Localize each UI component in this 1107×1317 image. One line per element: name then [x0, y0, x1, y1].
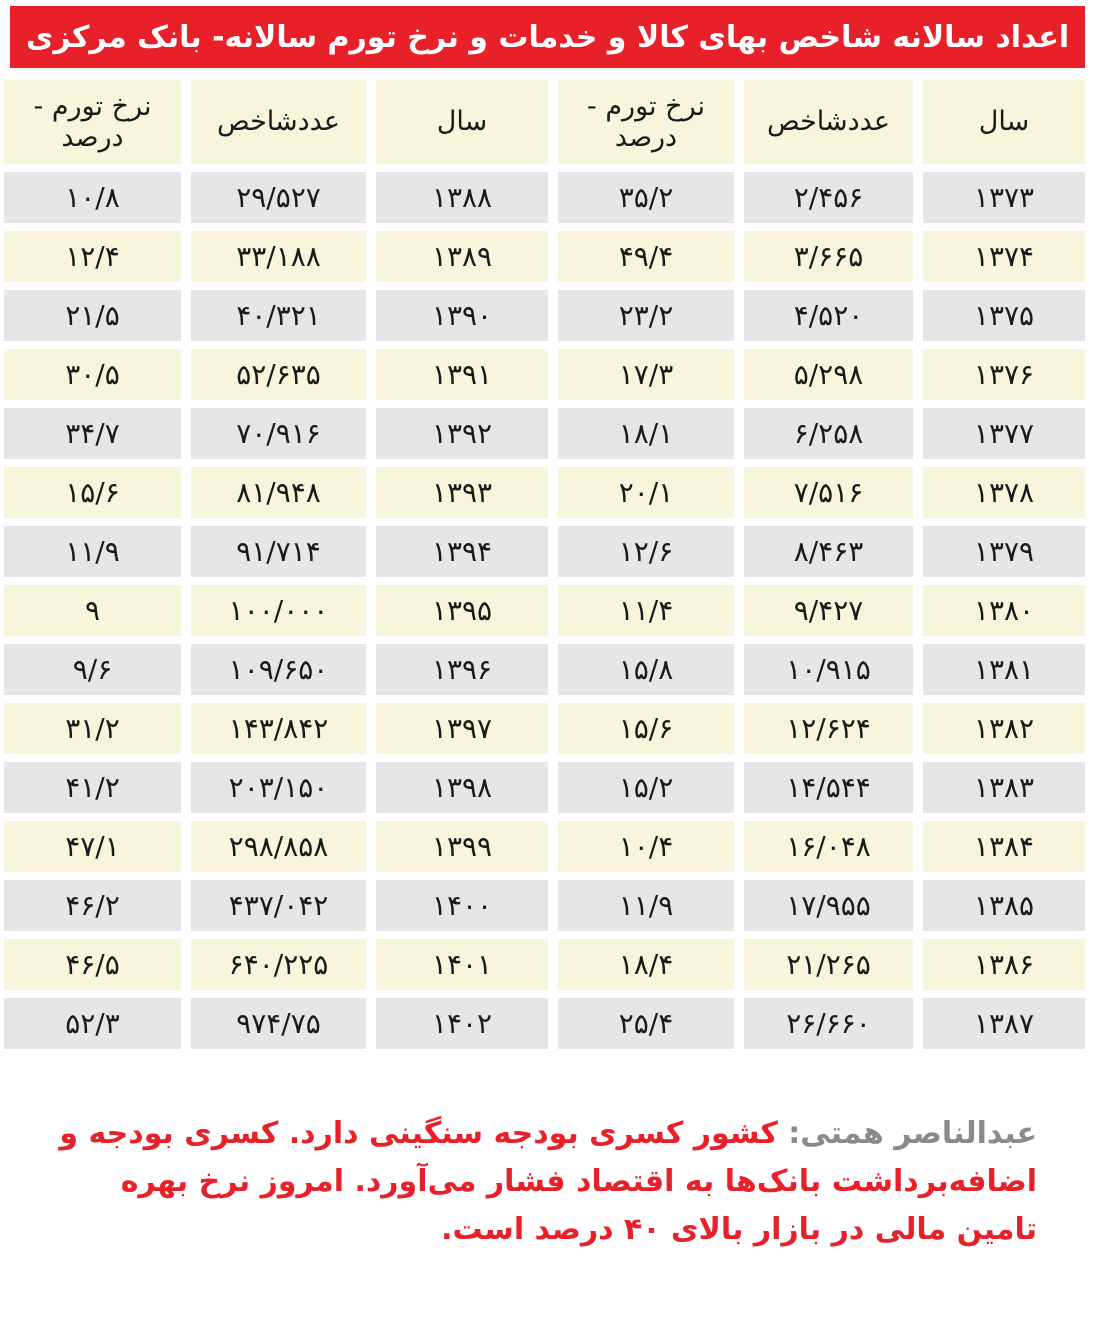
table-cell: ۱۳۷۹	[923, 526, 1085, 577]
table-cell: ۶/۲۵۸	[744, 408, 913, 459]
table-cell: ۹/۴۲۷	[744, 585, 913, 636]
table-cell: ۱۵/۶	[558, 703, 734, 754]
page-title: اعداد سالانه شاخص بهای کالا و خدمات و نرخ تورم سالانه- بانک مرکزی	[10, 6, 1085, 68]
table-cell: ۲۶/۶۶۰	[744, 998, 913, 1049]
table-cell: ۱۷/۳	[558, 349, 734, 400]
quote-author: عبدالناصر همتی:	[788, 1116, 1037, 1151]
table-cell: ۱۳۸۰	[923, 585, 1085, 636]
table-cell: ۱۳۸۶	[923, 939, 1085, 990]
table-cell: ۵/۲۹۸	[744, 349, 913, 400]
table-cell: ۱۵/۲	[558, 762, 734, 813]
column-header-index: عددشاخص	[744, 80, 913, 164]
table-cell: ۴۶/۲	[4, 880, 181, 931]
table-cell: ۱۶/۰۴۸	[744, 821, 913, 872]
column-header-inflation: نرخ تورم - درصد	[4, 80, 181, 164]
table-cell: ۱۳۹۵	[376, 585, 548, 636]
table-cell: ۱۰۰/۰۰۰	[191, 585, 366, 636]
table-cell: ۱۲/۶	[558, 526, 734, 577]
table-cell: ۳۵/۲	[558, 172, 734, 223]
table-cell: ۱۳۹۹	[376, 821, 548, 872]
inflation-table	[10, 80, 1085, 1049]
table-cell: ۱۳۷۶	[923, 349, 1085, 400]
table-cell: ۷۰/۹۱۶	[191, 408, 366, 459]
table-cell: ۱۲/۴	[4, 231, 181, 282]
column-header-year: سال	[376, 80, 548, 164]
table-cell: ۴۱/۲	[4, 762, 181, 813]
table-cell: ۳۴/۷	[4, 408, 181, 459]
table-cell: ۲/۴۵۶	[744, 172, 913, 223]
table-cell: ۶۴۰/۲۲۵	[191, 939, 366, 990]
table-cell: ۱۳۹۸	[376, 762, 548, 813]
column-header-inflation: نرخ تورم - درصد	[558, 80, 734, 164]
table-cell: ۲۱/۲۶۵	[744, 939, 913, 990]
table-cell: ۴۳۷/۰۴۲	[191, 880, 366, 931]
table-cell: ۱۴۳/۸۴۲	[191, 703, 366, 754]
table-cell: ۱۳۸۵	[923, 880, 1085, 931]
table-cell: ۱۳۹۳	[376, 467, 548, 518]
table-cell: ۹/۶	[4, 644, 181, 695]
table-cell: ۵۲/۶۳۵	[191, 349, 366, 400]
table-cell: ۱۳۹۱	[376, 349, 548, 400]
table-cell: ۱۷/۹۵۵	[744, 880, 913, 931]
table-cell: ۴/۵۲۰	[744, 290, 913, 341]
table-cell: ۹۱/۷۱۴	[191, 526, 366, 577]
table-cell: ۹۷۴/۷۵	[191, 998, 366, 1049]
table-cell: ۴۷/۱	[4, 821, 181, 872]
table-cell: ۱۳۷۳	[923, 172, 1085, 223]
table-cell: ۲۹۸/۸۵۸	[191, 821, 366, 872]
table-cell: ۱۵/۶	[4, 467, 181, 518]
table-cell: ۱۵/۸	[558, 644, 734, 695]
table-cell: ۱۱/۹	[4, 526, 181, 577]
table-cell: ۴۶/۵	[4, 939, 181, 990]
table-cell: ۱۳۸۳	[923, 762, 1085, 813]
table-cell: ۳/۶۶۵	[744, 231, 913, 282]
table-cell: ۱۳۷۸	[923, 467, 1085, 518]
quote-text: کشور کسری بودجه سنگینی دارد. کسری بودجه و اضافه‌برداشت بانک‌ها به اقتصاد فشار می‌آورد. امروز نرخ بهره تامین مالی در بازار بالای ۴۰ درصد است.	[59, 1116, 1037, 1247]
table-cell: ۱۴۰۰	[376, 880, 548, 931]
table-cell: ۱۸/۱	[558, 408, 734, 459]
table-cell: ۳۰/۵	[4, 349, 181, 400]
table-cell: ۲۹/۵۲۷	[191, 172, 366, 223]
table-cell: ۹	[4, 585, 181, 636]
table-cell: ۷/۵۱۶	[744, 467, 913, 518]
table-cell: ۲۰/۱	[558, 467, 734, 518]
table-cell: ۱۳۹۰	[376, 290, 548, 341]
column-header-index: عددشاخص	[191, 80, 366, 164]
table-cell: ۱۳۷۵	[923, 290, 1085, 341]
table-cell: ۱۰/۹۱۵	[744, 644, 913, 695]
table-cell: ۱۱/۹	[558, 880, 734, 931]
column-header-year: سال	[923, 80, 1085, 164]
table-cell: ۱۳۸۲	[923, 703, 1085, 754]
table-cell: ۱۳۷۴	[923, 231, 1085, 282]
table-cell: ۱۳۸۴	[923, 821, 1085, 872]
table-cell: ۴۹/۴	[558, 231, 734, 282]
table-cell: ۱۳۹۲	[376, 408, 548, 459]
table-cell: ۸/۴۶۳	[744, 526, 913, 577]
table-cell: ۸۱/۹۴۸	[191, 467, 366, 518]
table-cell: ۱۲/۶۲۴	[744, 703, 913, 754]
table-cell: ۲۵/۴	[558, 998, 734, 1049]
table-cell: ۲۳/۲	[558, 290, 734, 341]
table-cell: ۱۸/۴	[558, 939, 734, 990]
table-cell: ۱۰۹/۶۵۰	[191, 644, 366, 695]
table-cell: ۱۳۹۴	[376, 526, 548, 577]
table-cell: ۱۳۸۸	[376, 172, 548, 223]
table-cell: ۳۱/۲	[4, 703, 181, 754]
table-cell: ۱۳۸۱	[923, 644, 1085, 695]
table-cell: ۴۰/۳۲۱	[191, 290, 366, 341]
table-cell: ۱۳۸۷	[923, 998, 1085, 1049]
table-cell: ۱۳۷۷	[923, 408, 1085, 459]
table-cell: ۲۱/۵	[4, 290, 181, 341]
table-cell: ۲۰۳/۱۵۰	[191, 762, 366, 813]
table-cell: ۱۳۸۹	[376, 231, 548, 282]
table-cell: ۱۱/۴	[558, 585, 734, 636]
table-cell: ۱۰/۴	[558, 821, 734, 872]
table-cell: ۳۳/۱۸۸	[191, 231, 366, 282]
table-cell: ۱۴۰۱	[376, 939, 548, 990]
table-cell: ۱۰/۸	[4, 172, 181, 223]
table-cell: ۱۴/۵۴۴	[744, 762, 913, 813]
quote-block	[57, 1110, 1037, 1254]
table-cell: ۱۴۰۲	[376, 998, 548, 1049]
table-cell: ۵۲/۳	[4, 998, 181, 1049]
table-cell: ۱۳۹۶	[376, 644, 548, 695]
table-cell: ۱۳۹۷	[376, 703, 548, 754]
